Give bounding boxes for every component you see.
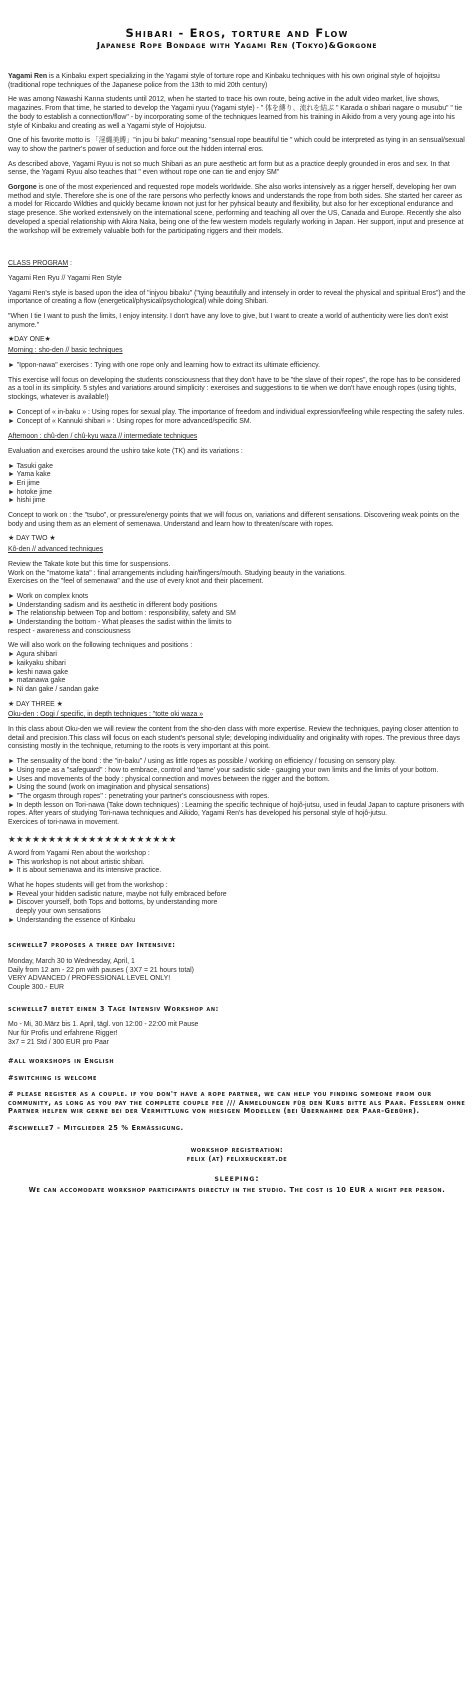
day-one-afternoon: Afternoon : chû-den / chû-kyu waza // intermediate techniques [8, 433, 198, 441]
day-two-also: We will also work on the following techniques and positions : [8, 642, 193, 650]
sleeping-heading: sleeping: [214, 1174, 260, 1184]
day-three-list [8, 758, 466, 828]
program-quote: "When I tie I want to push the limits, I enjoy intensity. I don't have any love to give, but I want to create a world of authenticity were lies don't exist anymore." [8, 313, 449, 329]
schwelle-en-details: Monday, March 30 to Wednesday, April, 1 Daily from 12 am - 22 pm with pauses ( 3X7 = 21 hours total) VERY ADVANCED / PROFESSIONAL LEVEL ONLY! Couple 300.- EUR [8, 957, 194, 992]
list-item: ► hishi jime [8, 497, 46, 505]
list-item: ► keshi nawa gake [8, 668, 69, 676]
list-item: ► Reveal your hidden sadistic nature, maybe not fully embraced before [8, 890, 227, 898]
list-item: ► Eri jime [8, 479, 40, 487]
list-item: ► Uses and movements of the body : physical connection and moves between the rigger and the bottom. [8, 775, 330, 783]
word-list [8, 859, 466, 876]
list-item: ► Understanding the essence of Kinbaku [8, 916, 136, 924]
hopes-list [8, 891, 466, 926]
list-item: ► Tasuki gake [8, 462, 53, 470]
program-style: Yagami Ren's style is based upon the idea of "injyou bibaku" ("tying beautifully and intensely in order to reveal the physical and spiritual Eros") and the importance of creating a flow (energetical/physical/psychological) while doing Shibari. [8, 289, 466, 306]
registration-contact: felix (at) felixruckert.de [186, 1154, 288, 1163]
list-item: ► Ni dan gake / sandan gake [8, 685, 99, 693]
list-item: ► hotoke jime [8, 488, 52, 496]
day-two-level: Kô-den // advanced techniques [8, 546, 104, 554]
list-item: ► matanawa gake [8, 677, 66, 685]
sleeping-text: We can accomodate workshop participants directly in the studio. The cost is 10 EUR a night per person. [28, 1185, 446, 1194]
list-item: ► Understanding sadism and its aesthetic in different body positions [8, 601, 217, 609]
list-item: ► Using rope as a "safeguard" : how to embrace, control and 'tame' your sadistic side - gauging your own limits and the limits of your bottom. [8, 766, 439, 774]
list-item: ► Work on complex knots [8, 592, 89, 600]
day-one-tsubo: Concept to work on : the "tsubo", or pressure/energy points that we will focus on, variations and different sensations. Discovering weak points on the body and using them as an element of semenawa. Understand and learn how to threaten/scare with ropes. [8, 512, 460, 528]
list-item: ► The sensuality of the bond : the "in-baku" / using as little ropes as possible / working on efficiency / focusing on sensory play. [8, 758, 396, 766]
program-heading: CLASS PROGRAM : [8, 260, 72, 268]
list-item: ► The relationship between Top and bottom : responsibility, safety and SM [8, 610, 236, 618]
intro-history: He was among Nawashi Kanna students until 2012, when he started to trace his own route, being active in the adult video market, live shows, magazines. From that time, he started to develop the Yagami ryuu (Yagami style) - " 体を縛り、流れを結ぶ " Karada o shibari nagare o musubu" " tie the body to establish a connection/flow" - by incorporating some of the techniques learned from his training in Aikido from a very young age into his style of Kinbaku and creating as well a Yagami style of Hojojutsu. [8, 96, 463, 130]
list-item: ► kaikyaku shibari [8, 659, 66, 667]
day-three-desc: In this class about Oku-den we will review the content from the sho-den class with more expertise. Review the techniques, paying closer attention to detail and precision.This class will focus on each student's personal style; developing individuality and originality with ropes. The previous three days consisting mostly in the technique, returning to the roots is very important at this point. [8, 726, 461, 751]
gorgone-name: Gorgone [8, 184, 37, 192]
list-item: ► In depth lesson on Tori-nawa (Take down techniques) : Learning the specific technique of hojô-jutsu, used in feudal Japan to capture prisoners with ropes. After years of studying Tori-nawa techniques and Aikido, Yagami Ren's has developed his personal style of hojô-jutsu. [8, 801, 465, 818]
day-two-list-2 [8, 651, 466, 695]
intro-gorgone: Gorgone is one of the most experienced and requested rope models worldwide. She also works intensively as a rigger herself, developing her own method and style. Therefore she is one of the rare persons who perfectly knows and understands the rope from both sides. She started her career as a model for Riccardo Wildties and quickly became known not just for her pyhsical beauty and flexibility, but also for her exceptional endurance and stage presence. She worked extensively on the international scene, performing and teaching all over the US, Canada and Europe. Recently she also developed a special relationship with Akira Naka, being one of the few western models regularly working in Japan. Her support, input and presence at the workshop will be extremely valuable both for the participating riggers and their models. [8, 184, 464, 235]
list-item: ► Using the sound (work on imagination and physical sensations) [8, 784, 210, 792]
tag-members: #schwelle7 - Mitglieder 25 % Ermässigung. [8, 1123, 184, 1132]
registration-heading: workshop registration: [190, 1146, 284, 1155]
list-item: ► It is about semenawa and its intensive practice. [8, 867, 162, 875]
intro-motto: One of his favorite motto is 「淫縄美縛」"in jou bi baku" meaning "sensual rope beautiful tie " which could be interpreted as tying in an sensual/sexual way to show the partner's power of seduction and force out the hidden internal eros. [8, 137, 465, 153]
schwelle-de-heading: schwelle7 bietet einen 3 Tage Intensiv Workshop an: [8, 1004, 219, 1013]
day-one-title: ★DAY ONE★ [8, 336, 51, 344]
document [8, 26, 466, 1200]
list-item: ► "The orgasm through ropes" : penetrating your partner's consciousness with ropes. [8, 793, 270, 800]
schwelle-en-heading: schwelle7 proposes a three day Intensive: [8, 941, 176, 950]
list-item: ► This workshop is not about artistic shibari. [8, 858, 145, 866]
day-one-morning: Morning : sho-den // basic techniques [8, 347, 123, 355]
day-two-title: ★ DAY TWO ★ [8, 535, 56, 543]
list-item: ► Discover yourself, both Tops and bottoms, by understanding more [8, 899, 218, 907]
yagami-name: Yagami Ren [8, 73, 48, 80]
day-three-level: Oku-den : Oogi / specific, in depth techniques : "totte oki waza » [8, 711, 204, 719]
list-item: ► Understanding the bottom - What pleases the sadist within the limits to [8, 619, 232, 627]
page-title: Shibari - Eros, torture and Flow [125, 26, 349, 40]
word-intro: A word from Yagami Ren about the workshop : [8, 849, 150, 857]
page-subtitle: Japanese Rope Bondage with Yagami Ren (Tokyo)&Gorgone [96, 40, 378, 50]
tag-english: #all workshops in English [8, 1057, 115, 1066]
schwelle-de-details: Mo - Mi, 30.März bis 1. April, tägl. von 12:00 - 22:00 mit Pause Nur für Profis und erfahrene Rigger! 3x7 = 21 Std / 300 EUR pro Paar [8, 1021, 199, 1046]
tag-switching: #switching is welcome [8, 1073, 97, 1082]
star-glyph: ★ [8, 700, 17, 708]
day-three-title: ★ DAY THREE ★ [8, 700, 63, 708]
tag-register: # please register as a couple. if you don't have a rope partner, we can help you finding someone from our community, as long as you pay the complete couple fee /// Anmeldungen für den Kurs bitte als Paar. Fesslern ohne Partner helfen wir gerne bei der Vermittlung von hiesigen Modellen (bei Übernahme der Paar-Gebühr). [8, 1090, 466, 1116]
day-one-inbaku: ► Concept of « in-baku » : Using ropes for sexual play. The importance of freedom and individual expression/feeling while respecting the safety rules. [8, 408, 465, 416]
list-item: deeply your own sensations [8, 908, 101, 916]
program-ryu: Yagami Ren Ryu // Yagami Ren Style [8, 274, 122, 282]
day-one-ippon: ► "Ippon-nawa" exercises : Tying with one rope only and learning how to extract its ultimate efficiency. [8, 361, 320, 369]
list-item: ► Agura shibari [8, 651, 57, 659]
word-hopes: What he hopes students will get from the workshop : [8, 881, 168, 889]
star-divider: ★★★★★★★★★★★★★★★★★★★★★ [8, 833, 177, 844]
day-two-list [8, 593, 466, 637]
day-one-kannuki: ► Concept of « Kannuki shibari » : Using ropes for more advanced/specific SM. [8, 418, 252, 426]
day-one-exercise: This exercise will focus on developing the students consciousness that they don't have to be "the slave of their ropes", the rope has to be considered as a tool in its simplicity. 5 styles and variations around simplicity : exercises and suggestions to tie when we don't have enough ropes (using tights, stockings, whatever is available!) [8, 376, 461, 401]
intro-yagami: Yagami Ren is a Kinbaku expert specializing in the Yagami style of torture rope and Kinbaku techniques with his own original style of hojojitsu (traditional rope techniques of the Japanese police from the 13th to mid 20th century) [8, 73, 440, 89]
list-item: Exercices of tori-nawa in movement. [8, 819, 120, 827]
intro-eros: As described above, Yagami Ryuu is not so much Shibari as an pure aesthetic art form but as a practice deeply grounded in eros and sex. In that sense, the Yagami Ryuu also teaches that " even without rope one can tie and enjoy SM" [8, 160, 450, 177]
list-item: ► Yama kake [8, 471, 51, 479]
day-one-list [8, 463, 466, 507]
day-two-intro: Review the Takate kote but this time for suspensions. Work on the "matome kata" : final arrangements including hair/fingers/mouth. Studying beauty in the variations. Exercises on the "feel of semenawa" and the use of every knot and their placement. [8, 560, 346, 586]
list-item: respect - awareness and consciousness [8, 627, 131, 635]
day-one-eval: Evaluation and exercises around the ushiro take kote (TK) and its variations : [8, 447, 243, 455]
